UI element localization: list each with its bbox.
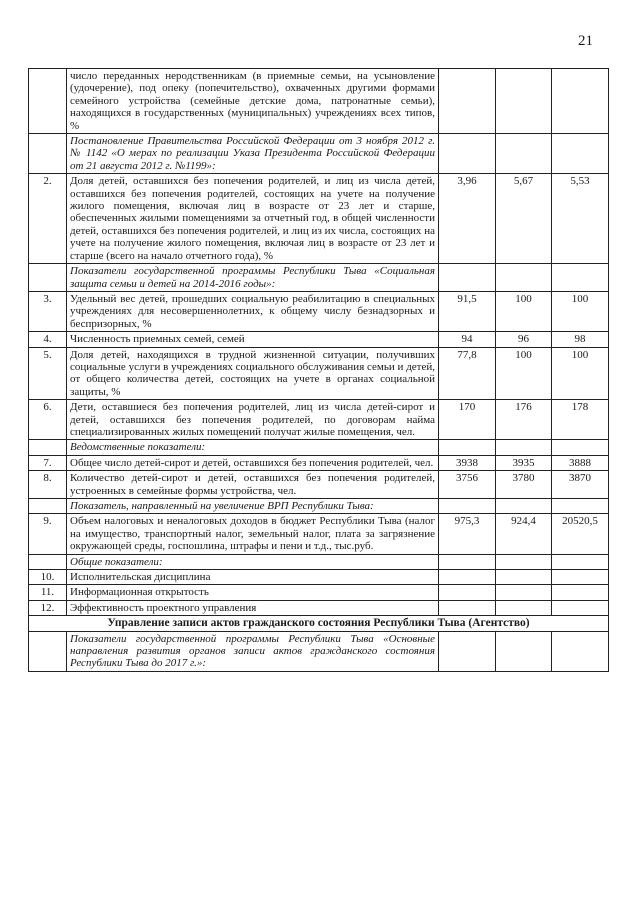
value-cell-3: 3870 xyxy=(552,471,609,499)
indicator-name: Общее число детей-сирот и детей, оставшихся без попечения родителей, чел. xyxy=(67,455,439,470)
row-number xyxy=(29,631,67,671)
table-row xyxy=(29,291,609,331)
value-cell-1 xyxy=(439,585,496,600)
value-cell-1 xyxy=(439,440,496,455)
value-cell-2 xyxy=(496,264,552,292)
row-number: 11. xyxy=(29,585,67,600)
section-header-row xyxy=(29,616,609,631)
section-title: Показатель, направленный на увеличение ВРП Республики Тыва: xyxy=(67,499,439,514)
value-cell-3 xyxy=(552,631,609,671)
row-number: 10. xyxy=(29,570,67,585)
row-number: 2. xyxy=(29,174,67,264)
indicator-name: Объем налоговых и неналоговых доходов в бюджет Республики Тыва (налог на имущество, транспортный налог, земельный налог, плата за загрязнение окружающей среды, госпошлина, штрафы и пени и т.д., тыс.руб. xyxy=(67,514,439,554)
value-cell-1 xyxy=(439,134,496,174)
value-cell-2 xyxy=(496,570,552,585)
row-number: 12. xyxy=(29,600,67,615)
indicator-name: Эффективность проектного управления xyxy=(67,600,439,615)
value-cell-2: 100 xyxy=(496,347,552,400)
section-title: Показатели государственной программы Республики Тыва «Основные направления развития органов записи актов гражданского состояния Республики Тыва до 2017 г.»: xyxy=(67,631,439,671)
row-number xyxy=(29,499,67,514)
value-cell-1 xyxy=(439,554,496,569)
value-cell-3 xyxy=(552,134,609,174)
table-row xyxy=(29,332,609,347)
row-number: 7. xyxy=(29,455,67,470)
value-cell-3: 100 xyxy=(552,291,609,331)
value-cell-3 xyxy=(552,570,609,585)
section-title: Показатели государственной программы Республики Тыва «Социальная защита семьи и детей на 2014-2016 годы»: xyxy=(67,264,439,292)
value-cell-1: 975,3 xyxy=(439,514,496,554)
value-cell-1: 77,8 xyxy=(439,347,496,400)
value-cell-3 xyxy=(552,499,609,514)
indicator-name: Доля детей, оставшихся без попечения родителей, и лиц из числа детей, оставшихся без попечения родителей, состоящих на учете на получение жилого помещения, включая лиц в возрасте от 23 лет и старше, обеспеченных жилыми помещениями за отчетный год, в общей численности детей, оставшихся без попечения родителей, и лиц из их числа, состоящих на учете на получение жилого помещения, включая лиц в возрасте от 23 лет и старше (всего на начало отчетного года), % xyxy=(67,174,439,264)
value-cell-3: 100 xyxy=(552,347,609,400)
value-cell-2: 3935 xyxy=(496,455,552,470)
table-row xyxy=(29,585,609,600)
value-cell-2 xyxy=(496,600,552,615)
value-cell-1 xyxy=(439,600,496,615)
row-number: 3. xyxy=(29,291,67,331)
value-cell-3 xyxy=(552,554,609,569)
section-title: Общие показатели: xyxy=(67,554,439,569)
section-row xyxy=(29,264,609,292)
row-number: 9. xyxy=(29,514,67,554)
value-cell-3 xyxy=(552,69,609,134)
value-cell-1: 3,96 xyxy=(439,174,496,264)
value-cell-2: 96 xyxy=(496,332,552,347)
value-cell-1 xyxy=(439,499,496,514)
value-cell-2 xyxy=(496,69,552,134)
value-cell-1: 91,5 xyxy=(439,291,496,331)
value-cell-1: 94 xyxy=(439,332,496,347)
value-cell-2 xyxy=(496,585,552,600)
table-row xyxy=(29,347,609,400)
value-cell-1 xyxy=(439,264,496,292)
table-row xyxy=(29,455,609,470)
row-number xyxy=(29,134,67,174)
value-cell-1 xyxy=(439,570,496,585)
value-cell-1 xyxy=(439,631,496,671)
row-number xyxy=(29,440,67,455)
row-number xyxy=(29,264,67,292)
indicator-name: Доля детей, находящихся в трудной жизненной ситуации, получивших социальные услуги в учреждениях социального обслуживания семьи и детей, от общего количества детей, состоящих на учете в органах социальной защиты, % xyxy=(67,347,439,400)
value-cell-1: 3756 xyxy=(439,471,496,499)
section-row xyxy=(29,631,609,671)
table-row xyxy=(29,174,609,264)
value-cell-3: 3888 xyxy=(552,455,609,470)
value-cell-3 xyxy=(552,600,609,615)
table-row xyxy=(29,570,609,585)
value-cell-3: 98 xyxy=(552,332,609,347)
section-title: Постановление Правительства Российской Федерации от 3 ноября 2012 г. № 1142 «О мерах по реализации Указа Президента Российской Федерации от 21 августа 2012 г. №1199»: xyxy=(67,134,439,174)
section-row xyxy=(29,440,609,455)
value-cell-2: 5,67 xyxy=(496,174,552,264)
section-title: Ведомственные показатели: xyxy=(67,440,439,455)
value-cell-3: 5,53 xyxy=(552,174,609,264)
value-cell-2 xyxy=(496,499,552,514)
row-number: 6. xyxy=(29,400,67,440)
row-number xyxy=(29,554,67,569)
value-cell-2 xyxy=(496,554,552,569)
value-cell-2: 100 xyxy=(496,291,552,331)
indicator-name: Численность приемных семей, семей xyxy=(67,332,439,347)
value-cell-3: 20520,5 xyxy=(552,514,609,554)
section-row xyxy=(29,134,609,174)
indicator-name: число переданных неродственникам (в приемные семьи, на усыновление (удочерение), под опеку (попечительство), охваченных другими формами семейного устройства (семейные детские дома, патронатные семьи), находящихся в государственных (муниципальных) учреждениях всех типов, % xyxy=(67,69,439,134)
table-row xyxy=(29,600,609,615)
indicator-name: Удельный вес детей, прошедших социальную реабилитацию в специальных учреждениях для несовершеннолетних, к общему числу безнадзорных и беспризорных, % xyxy=(67,291,439,331)
indicator-name: Исполнительская дисциплина xyxy=(67,570,439,585)
value-cell-2: 176 xyxy=(496,400,552,440)
page-number: 21 xyxy=(578,33,593,49)
value-cell-3 xyxy=(552,440,609,455)
value-cell-2 xyxy=(496,440,552,455)
table-row xyxy=(29,400,609,440)
indicators-table xyxy=(28,68,609,672)
row-number: 4. xyxy=(29,332,67,347)
value-cell-1: 3938 xyxy=(439,455,496,470)
value-cell-3 xyxy=(552,264,609,292)
indicator-name: Дети, оставшиеся без попечения родителей, лиц из числа детей-сирот и детей, оставшихся без попечения родителей, по договорам найма специализированных жилых помещений получат жилые помещения, чел. xyxy=(67,400,439,440)
row-number: 5. xyxy=(29,347,67,400)
department-header: Управление записи актов гражданского состояния Республики Тыва (Агентство) xyxy=(29,616,609,631)
table-row xyxy=(29,471,609,499)
value-cell-3 xyxy=(552,585,609,600)
indicator-name: Количество детей-сирот и детей, оставшихся без попечения родителей, устроенных в семейные формы устройства, чел. xyxy=(67,471,439,499)
indicator-name: Информационная открытость xyxy=(67,585,439,600)
value-cell-2 xyxy=(496,134,552,174)
row-number: 8. xyxy=(29,471,67,499)
row-number xyxy=(29,69,67,134)
value-cell-1 xyxy=(439,69,496,134)
table-row xyxy=(29,69,609,134)
table-row xyxy=(29,514,609,554)
value-cell-1: 170 xyxy=(439,400,496,440)
value-cell-2 xyxy=(496,631,552,671)
value-cell-2: 924,4 xyxy=(496,514,552,554)
section-row xyxy=(29,554,609,569)
value-cell-2: 3780 xyxy=(496,471,552,499)
value-cell-3: 178 xyxy=(552,400,609,440)
section-row xyxy=(29,499,609,514)
